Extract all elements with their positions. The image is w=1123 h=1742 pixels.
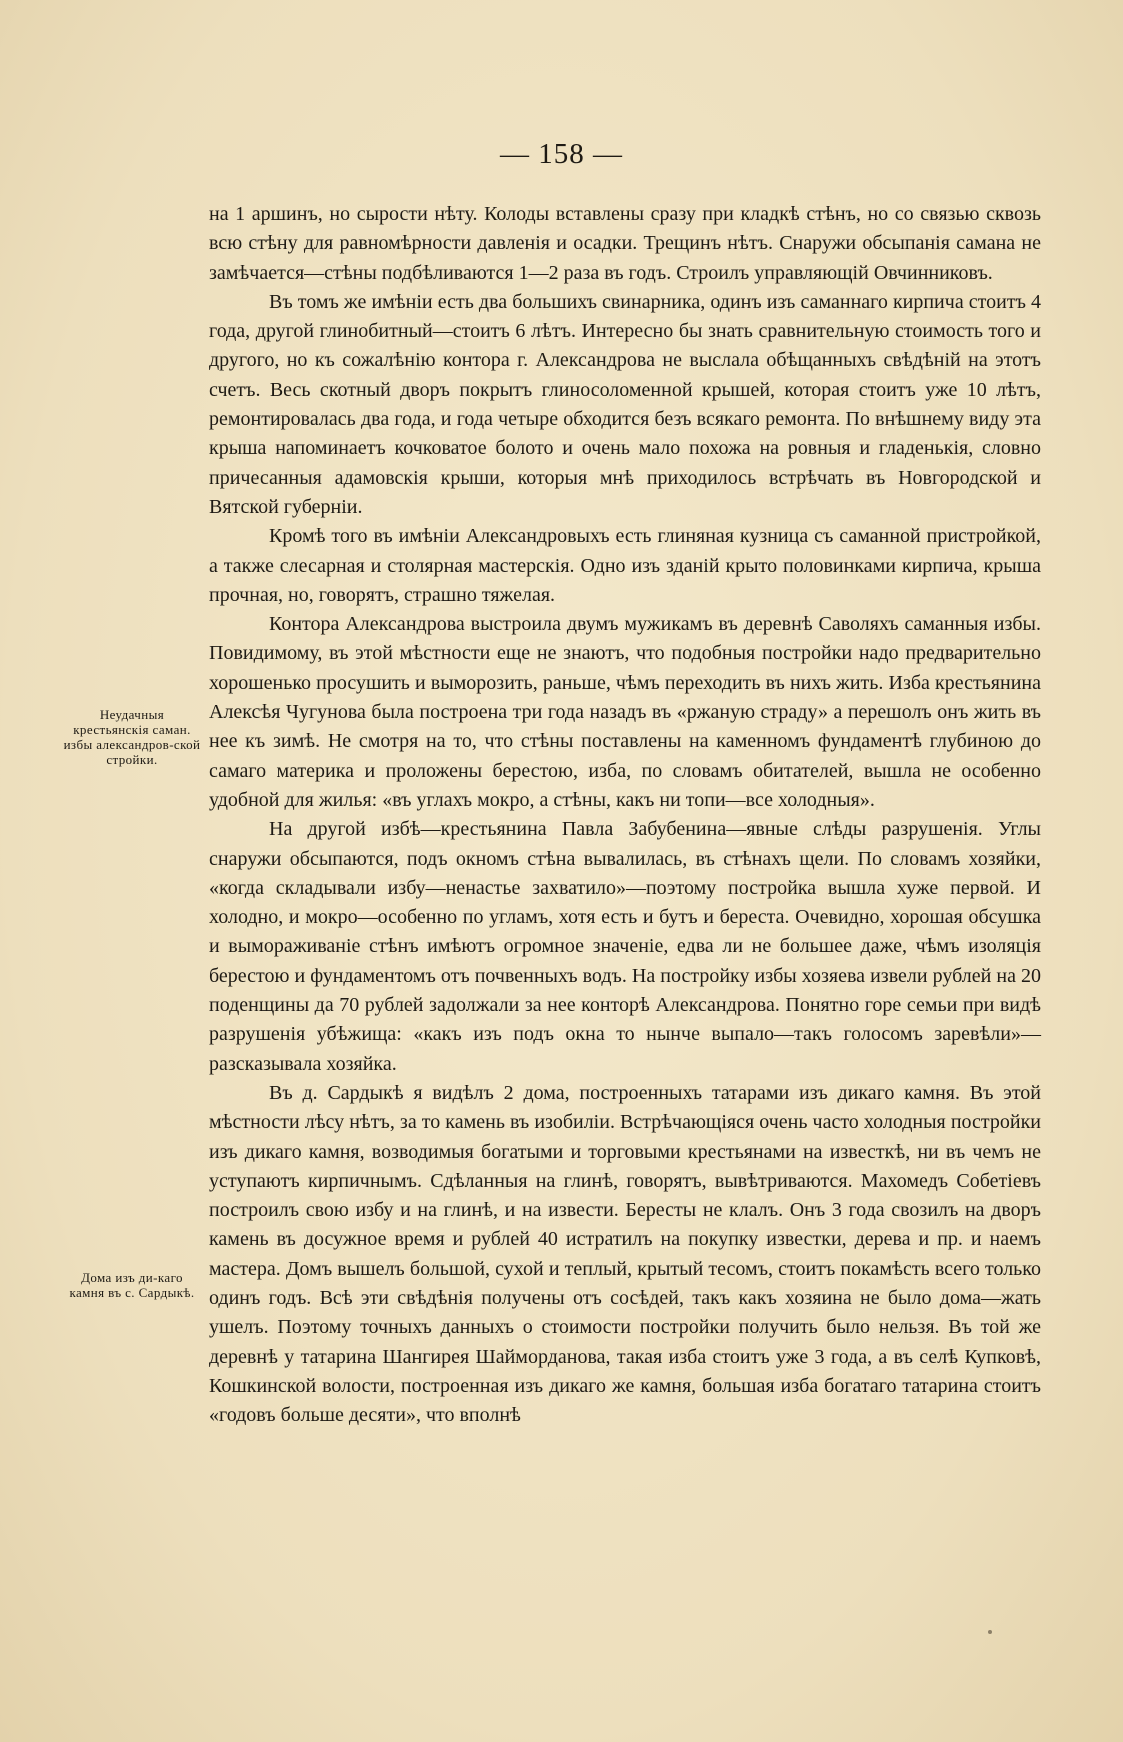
margin-note-failed-huts: Неудачныя крестьянскія саман. избы александров-ской стройки.	[63, 707, 201, 767]
paragraph: Кромѣ того въ имѣніи Александровыхъ есть глиняная кузница съ саманной пристройкой, а также слесарная и столярная мастерскія. Одно изъ зданій крыто половинками кирпича, крыша прочная, но, говорятъ, страшно тяжелая.	[209, 525, 1041, 606]
paragraph: На другой избѣ—крестьянина Павла Забубенина—явные слѣды разрушенія. Углы снаружи обсыпаются, подъ окномъ стѣна вывалилась, въ стѣнахъ щели. По словамъ хозяйки, «когда складывали избу—ненастье захватило»—поэтому постройка вышла хуже первой. И холодно, и мокро—особенно по угламъ, хотя есть и бутъ и береста. Очевидно, хорошая обсушка и вымораживаніе стѣнъ имѣютъ огромное значеніе, едва ли не большее даже, чѣмъ изоляція берестою и фундаментомъ отъ почвенныхъ водъ. На постройку избы хозяева извели рублей на 20 поденщины да 70 рублей задолжали за нее конторѣ Александрова. Понятно горе семьи при видѣ разрушенія убѣжища: «какъ изъ подъ окна то нынче выпало—такъ голосомъ заревѣли»—разсказывала хозяйка.	[209, 818, 1041, 1075]
paper-speck	[988, 1630, 992, 1634]
body-text	[209, 200, 1041, 1430]
paragraph: Контора Александрова выстроила двумъ мужикамъ въ деревнѣ Саволяхъ саманныя избы. Повидимому, въ этой мѣстности еще не знаютъ, что подобныя постройки надо предварительно хорошенько просушить и выморозить, раньше, чѣмъ переходить въ нихъ жить. Изба крестьянина Алексѣя Чугунова была построена три года назадъ въ «ржаную страду» а перешолъ онъ жить въ нее къ зимѣ. Не смотря на то, что стѣны поставлены на каменномъ фундаментѣ глубиною до самаго материка и проложены берестою, изба, по словамъ обитателей, вышла не особенно удобной для жилья: «въ углахъ мокро, а стѣны, какъ ни топи—все холодныя».	[209, 613, 1041, 811]
page-number: — 158 —	[500, 138, 623, 170]
margin-note-stone-houses: Дома изъ ди-каго камня въ с. Сардыкѣ.	[69, 1270, 195, 1300]
paragraph: Въ д. Сардыкѣ я видѣлъ 2 дома, построенныхъ татарами изъ дикаго камня. Въ этой мѣстности лѣсу нѣтъ, за то камень въ изобиліи. Встрѣчающіяся очень часто холодныя постройки изъ дикаго камня, возводимыя богатыми и торговыми крестьянами на известкѣ, ни въ чемъ не уступаютъ кирпичнымъ. Сдѣланныя на глинѣ, говорятъ, вывѣтриваются. Махомедъ Собетіевъ построилъ свою избу и на глинѣ, и на извести. Бересты не клалъ. Онъ 3 года свозилъ на дворъ камень въ досужное время и рублей 40 истратилъ на покупку известки, дерева и пр. и наемъ мастера. Домъ вышелъ большой, сухой и теплый, крытый тесомъ, стоитъ покамѣсть всего только одинъ годъ. Всѣ эти свѣдѣнія получены отъ сосѣдей, такъ какъ хозяина не было дома—жать ушелъ. Поэтому точныхъ данныхъ о стоимости постройки получить было нельзя. Въ той же деревнѣ у татарина Шангирея Шайморданова, такая изба стоитъ уже 3 года, а въ селѣ Купковѣ, Кошкинской волости, построенная изъ дикаго же камня, большая изба богатаго татарина стоитъ «годовъ больше десяти», что вполнѣ	[209, 1081, 1041, 1427]
paragraph: Въ томъ же имѣніи есть два большихъ свинарника, одинъ изъ саманнаго кирпича стоитъ 4 года, другой глинобитный—стоитъ 6 лѣтъ. Интересно бы знать сравнительную стоимость того и другого, но къ сожалѣнію контора г. Александрова не выслала обѣщанныхъ свѣдѣній на этотъ счетъ. Весь скотный дворъ покрытъ глиносоломенной крышей, которая стоитъ уже 10 лѣтъ, ремонтировалась два года, и года четыре обходится безъ всякаго ремонта. По внѣшнему виду эта крыша напоминаетъ кочковатое болото и очень мало похожа на ровныя и гладенькія, словно причесанныя адамовскія крыши, которыя мнѣ приходилось встрѣчать въ Новгородской и Вятской губерніи.	[209, 290, 1041, 518]
paragraph: на 1 аршинъ, но сырости нѣту. Колоды вставлены сразу при кладкѣ стѣнъ, но со связью сквозь всю стѣну для равномѣрности давленія и осадки. Трещинъ нѣтъ. Снаружи обсыпанія самана не замѣчается—стѣны подбѣливаются 1—2 раза въ годъ. Строилъ управляющій Овчинниковъ.	[209, 203, 1041, 284]
